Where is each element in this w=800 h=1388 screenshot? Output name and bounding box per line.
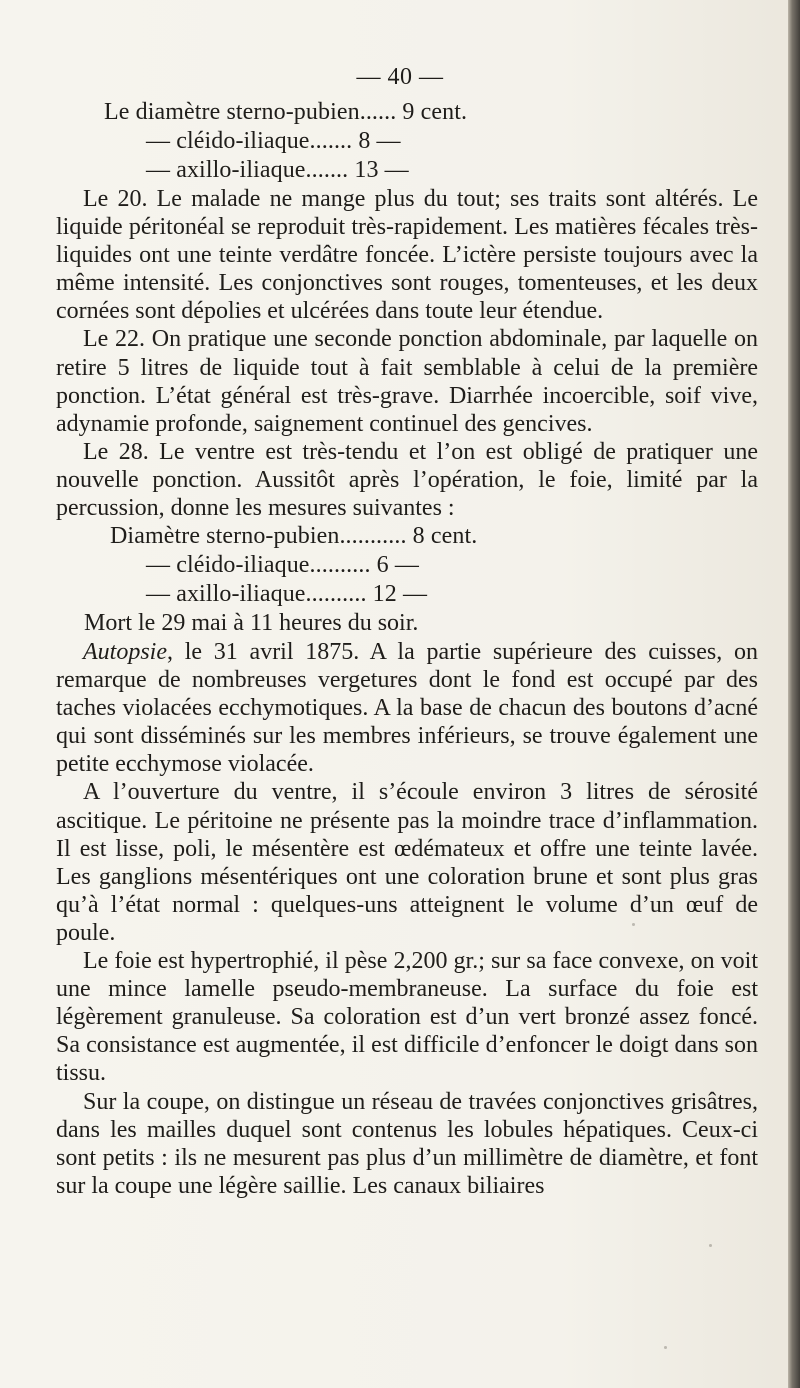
paragraph-liver-section: Sur la coupe, on distingue un réseau de travées conjonctives grisâtres, dans les mailles duquel sont contenus les lobules hépatiques. Ceux-ci sont petits : ils ne mesurent pas plus d’un millimètre de diamètre, et font sur la coupe une légère saillie. Les canaux biliaires	[56, 1088, 758, 1199]
autopsy-heading: Autopsie	[83, 639, 167, 665]
scan-speck	[664, 1346, 667, 1349]
paragraph-autopsy-intro	[56, 638, 758, 778]
paragraph-abdomen: A l’ouverture du ventre, il s’écoule environ 3 litres de sérosité ascitique. Le péritoine ne présente pas la moindre trace d’inflammation. Il est lisse, poli, le mésentère est œdémateux et offre une teinte lavée. Les ganglions mésentériques ont une coloration brune et sont plus gras qu’à l’état normal : quelques-uns atteignent le volume d’un œuf de poule.	[56, 779, 758, 946]
measurement-line-sterno-pubien-second: Diamètre sterno-pubien........... 8 cent.	[110, 523, 478, 549]
scan-speck	[709, 1244, 712, 1247]
scan-speck	[632, 923, 635, 926]
clinical-notes-block	[56, 185, 758, 522]
measurement-line-cleido-iliaque-first: — cléido-iliaque....... 8 —	[146, 128, 401, 154]
death-line: Mort le 29 mai à 11 heures du soir.	[84, 610, 419, 636]
page-number: — 40 —	[356, 64, 444, 90]
paragraph-liver: Le foie est hypertrophié, il pèse 2,200 gr.; sur sa face convexe, on voit une mince lamelle pseudo-membraneuse. La surface du foie est légèrement granuleuse. Sa coloration est d’un vert bronzé assez foncé. Sa consistance est augmentée, il est difficile d’enfoncer le doigt dans son tissu.	[56, 948, 758, 1087]
measurement-line-axillo-iliaque-first: — axillo-iliaque....... 13 —	[146, 157, 409, 183]
autopsy-opening-text: , le 31 avril 1875. A la partie supérieure des cuisses, on remarque de nombreuses vergetures dont le fond est occupé par des taches violacées ecchymotiques. A la base de chacun des boutons d’acné qui sont disséminés sur les membres inférieurs, se trouve également une petite ecchymose violacée.	[56, 639, 758, 778]
measurement-line-cleido-iliaque-second: — cléido-iliaque.......... 6 —	[146, 552, 419, 578]
paragraph-day-20: Le 20. Le malade ne mange plus du tout; ses traits sont altérés. Le liquide péritonéal se reproduit très-rapidement. Les matières fécales très-liquides ont une teinte verdâtre foncée. L’ictère persiste toujours avec la même intensité. Les conjonctives sont rouges, tomenteuses, et les deux cornées sont dépolies et ulcérées dans toute leur étendue.	[56, 186, 758, 325]
autopsy-block	[56, 638, 758, 1200]
scan-binding-edge	[788, 0, 800, 1388]
measurement-line-sterno-pubien-first: Le diamètre sterno-pubien...... 9 cent.	[104, 99, 468, 125]
paragraph-day-22: Le 22. On pratique une seconde ponction abdominale, par laquelle on retire 5 litres de liquide tout à fait semblable à celui de la première ponction. L’état général est très-grave. Diarrhée incoercible, soif vive, adynamie profonde, saignement continuel des gencives.	[56, 326, 758, 437]
measurement-line-axillo-iliaque-second: — axillo-iliaque.......... 12 —	[146, 581, 428, 607]
paragraph-day-28: Le 28. Le ventre est très-tendu et l’on est obligé de pratiquer une nouvelle ponction. Aussitôt après l’opération, le foie, limité par la percussion, donne les mesures suivantes :	[56, 438, 758, 522]
